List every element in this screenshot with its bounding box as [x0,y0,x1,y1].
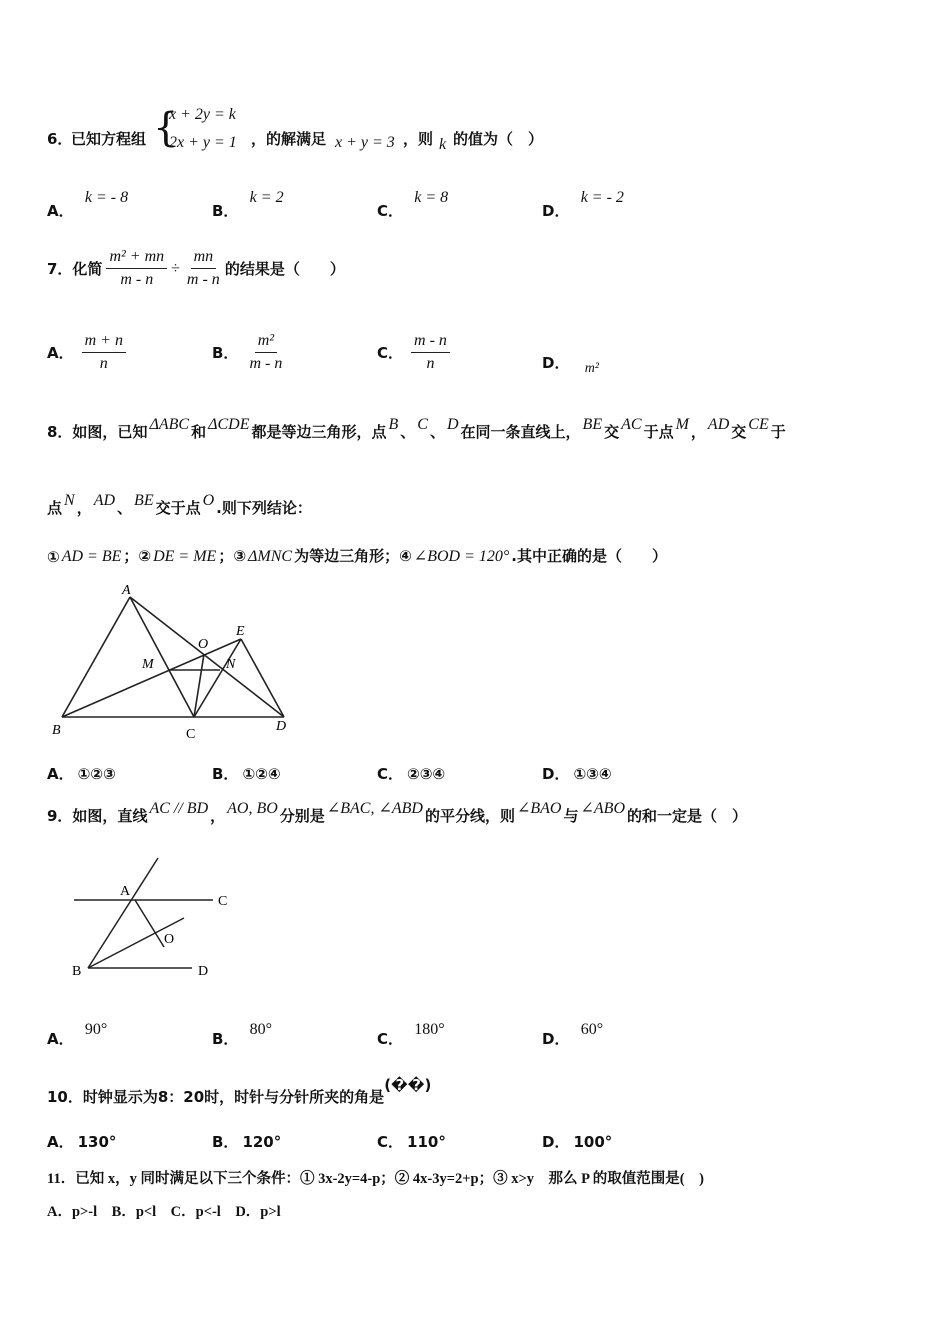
q6-option-c[interactable] [377,186,449,220]
point-label-c: C [186,727,196,742]
math-expression: BE [134,492,154,509]
q8-figure [44,580,304,745]
option-fraction [82,332,126,373]
option-value: 60° [580,1021,604,1038]
option-label: A． [47,202,74,220]
q8-option-d[interactable] [542,763,612,784]
math-expression: BE [582,416,603,433]
q7-fraction-1 [106,248,167,289]
option-label: D． [542,354,570,372]
stem-text: ① [47,548,60,566]
stem-text: 的和一定是（ ） [627,807,748,825]
fraction-denominator: m - n [186,271,220,288]
point-label-a: A [120,884,131,899]
option-value: 120° [242,1133,282,1151]
q11-options[interactable]: A．p>-l B．p<l C．p<-l D．p>l [47,1204,281,1220]
option-value: k = - 2 [580,189,624,206]
option-value: k = 8 [414,189,449,206]
fraction-denominator: m - n [120,271,154,288]
point-label-m: M [142,657,154,672]
q10-option-c[interactable] [377,1131,446,1152]
q7-divide-sign: ÷ [171,259,180,277]
q6-condition: x + y = 3 [335,134,395,151]
q8-option-b[interactable] [212,763,281,784]
q6-text-a: 已知方程组 [71,130,147,148]
math-expression: AD [93,492,116,509]
point-label-d: D [276,719,287,734]
math-expression: DE = ME [153,548,217,565]
q6-option-d[interactable] [542,186,624,220]
q6-text-d: 的值为（ ） [453,130,544,148]
point-label-n: N [226,657,236,672]
option-value: 90° [84,1021,108,1038]
segment-ab [62,597,130,717]
q10-stem [47,1076,432,1107]
point-label-e: E [236,624,245,639]
q9-option-c[interactable] [377,1018,445,1048]
option-label: C． [377,765,404,783]
stem-text: 与 [563,807,579,825]
q6-eq1: x + 2y = k [169,106,236,123]
q6-text-c: ，则 [403,130,434,148]
option-label: D． [542,1133,570,1151]
stem-text: 交 [604,423,620,441]
q6-number: 6． [47,130,73,148]
q6-text-b: ，的解满足 [251,130,327,148]
option-fraction [246,332,285,373]
q10-garbled-mark: (��) [384,1076,432,1094]
stem-text: ；③ [218,547,247,565]
stem-text: 、 [117,499,133,517]
q8-option-a[interactable] [47,763,116,784]
stem-text: 点 [47,499,63,517]
fraction-numerator: m² [255,332,277,353]
option-label: B． [212,1133,239,1151]
q7-option-b[interactable] [212,332,285,373]
q6-option-b[interactable] [212,186,284,220]
math-expression: CE [748,416,769,433]
math-expression: ∠BOD = 120° [413,548,510,565]
option-value: 100° [573,1133,613,1151]
line-ab-extended [88,858,158,968]
fraction-numerator: m - n [411,332,450,353]
stem-text: 都是等边三角形，点 [251,423,387,441]
stem-text: .则下列结论： [216,499,312,517]
option-label: A． [47,1030,74,1048]
segment-ed [241,639,284,717]
option-value: 80° [249,1021,273,1038]
q8-stem-line-2 [47,488,312,518]
option-label: C． [377,1133,404,1151]
q6-eq2: 2x + y = 1 [169,134,237,151]
option-fraction [411,332,450,373]
option-label: B． [212,1030,239,1048]
math-expression: D [446,416,459,433]
math-expression: M [675,416,689,433]
fraction-denominator: n [99,355,108,372]
option-value: m² [584,361,599,376]
option-label: C． [377,344,404,362]
fraction-numerator: m + n [82,332,126,353]
option-value: ①②③ [77,765,116,783]
math-expression: ΔCDE [208,416,250,433]
math-expression: AD = BE [61,548,122,565]
option-value: 110° [407,1133,446,1151]
stem-text: 于 [770,423,786,441]
q10-option-a[interactable] [47,1131,116,1152]
q10-text: 10．时钟显示为8：20时，时针与分针所夹的角是 [47,1088,385,1106]
q7-option-a[interactable] [47,332,126,373]
stem-text: 的平分线，则 [424,807,515,825]
option-label: C． [377,202,404,220]
q7-fraction-2 [184,248,223,289]
math-expression: AD [707,416,730,433]
stem-text: 于点 [643,423,674,441]
fraction-numerator: m² + mn [106,248,167,269]
option-label: D． [542,1030,570,1048]
option-value: ②③④ [407,765,446,783]
option-value: ①②④ [242,765,281,783]
q10-option-b[interactable] [212,1131,281,1152]
point-label-b: B [72,964,82,979]
stem-text: .其中正确的是（ ） [511,547,667,565]
math-expression: ΔABC [149,416,190,433]
q7-number: 7．化简 [47,260,103,278]
option-value: k = 2 [249,189,284,206]
stem-text: 为等边三角形；④ [294,547,412,565]
q8-option-c[interactable] [377,763,445,784]
option-value: 130° [77,1133,117,1151]
bisector-ao [135,900,164,947]
q9-figure [68,855,248,985]
option-label: A． [47,344,74,362]
option-label: A． [47,765,74,783]
stem-text: ， [210,807,226,825]
q7-tail: 的结果是（ ） [224,260,345,278]
option-label: B． [212,344,239,362]
q9-option-d[interactable] [542,1018,604,1048]
point-label-b: B [52,723,61,738]
stem-text: ， [690,423,706,441]
option-label: D． [542,765,570,783]
math-expression: N [64,492,75,509]
q10-option-d[interactable] [542,1131,612,1152]
option-label: B． [212,765,239,783]
q7-option-c[interactable] [377,332,450,373]
stem-text: 分别是 [279,807,325,825]
math-expression: AC // BD [149,800,209,817]
stem-text: 交 [731,423,747,441]
point-label-c: C [218,894,228,909]
stem-text: 交于点 [155,499,201,517]
q8-stem-line-1 [47,412,786,442]
math-expression: AC [621,416,642,433]
q6-system-brace: { [153,105,179,151]
q6-variable: k [439,136,447,153]
stem-text: 、 [429,423,445,441]
math-expression: AO, BO [227,800,278,817]
q7-stem [47,248,345,289]
option-label: D． [542,202,570,220]
option-label: C． [377,1030,404,1048]
fraction-denominator: m - n [249,355,283,372]
q11-stem: 11．已知 x，y 同时满足以下三个条件：① 3x-2y=4-p；② 4x-3y=2+p；③ x>y 那么 P 的取值范围是( ) [47,1171,704,1187]
fraction-denominator: n [426,355,435,372]
stem-text: 在同一条直线上， [460,423,581,441]
option-value: 180° [414,1021,445,1038]
point-label-o: O [198,637,209,652]
q9-option-b[interactable] [212,1018,273,1048]
math-expression: O [202,492,215,509]
q6-option-a[interactable] [47,186,129,220]
option-label: B． [212,202,239,220]
stem-text: 9．如图，直线 [47,807,148,825]
option-label: A． [47,1133,74,1151]
math-expression: ∠BAC, ∠ABD [326,800,423,817]
stem-text: ；② [123,547,152,565]
q9-stem [47,796,747,826]
math-expression: ∠BAO [516,800,562,817]
math-expression: ∠ABO [580,800,626,817]
fraction-numerator: mn [191,248,217,269]
math-expression: B [388,416,399,433]
segment-be [62,639,241,717]
math-expression: C [417,416,428,433]
q8-stem-line-3 [47,540,667,566]
q7-option-d[interactable] [542,352,599,376]
point-label-o: O [164,932,175,947]
stem-text: ， [76,499,92,517]
point-label-d: D [198,964,209,979]
q9-option-a[interactable] [47,1018,108,1048]
stem-text: 8．如图，已知 [47,423,148,441]
math-expression: ΔMNC [248,548,293,565]
segment-ac [130,597,194,717]
stem-text: 、 [400,423,416,441]
stem-text: 和 [191,423,207,441]
point-label-a: A [122,583,131,598]
option-value: k = - 8 [84,189,129,206]
option-value: ①③④ [573,765,612,783]
